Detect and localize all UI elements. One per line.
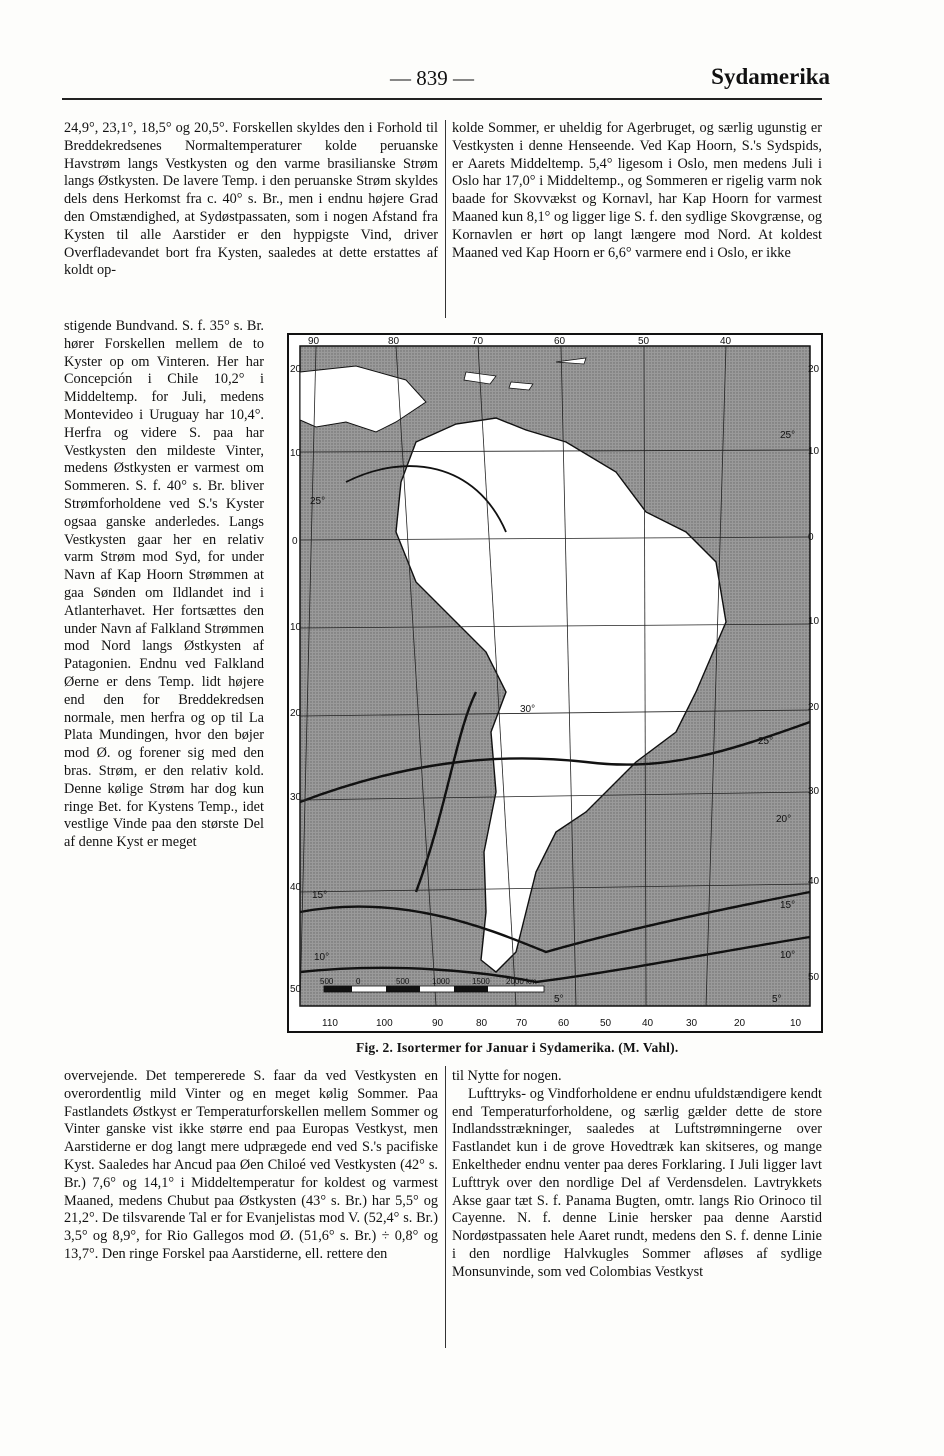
figure-caption: Fig. 2. Isortermer for Januar i Sydamerika. (M. Vahl).: [356, 1040, 679, 1055]
lon-label-bottom: 20: [734, 1018, 746, 1029]
lon-label-top: 50: [638, 336, 650, 347]
lon-label-bottom: 110: [322, 1018, 338, 1029]
lat-label-left: 50: [290, 984, 302, 995]
paragraph: overvejende. Det tempererede S. faar da ved Vestkysten en overordentlig mild Vinter og en meget kølig Sommer. Paa Fastlandets Østkyst er Temperaturforskellen mellem Sommer og Vinter ganske vist ikke større end paa Europas Vestkyst, men Aarstiderne er dog langt mere udprægede end ved S.'s pacifiske Kyst. Saaledes har Ancud paa Øen Chiloé ved Vestkysten (42° s. Br.) 7,6° og 14,1° i Middeltemperatur for koldest og varmest Maaned, medens Chubut paa Østkysten (43° s. Br.) har 5,5° og 21,2°. De tilsvarende Tal er for Evanjelistas mod V. (52,4° s. Br.) 3,5° og 8,9°, for Rio Gallegos mod Ø. (51,6° s. Br.) ÷ 0,8° og 13,7°. Den ringe Forskel paa Aarstiderne, ell. rettere den: [64, 1068, 438, 1262]
section-title: Sydamerika: [711, 64, 830, 89]
scale-label: 500: [320, 977, 334, 986]
paragraph: Lufttryks- og Vindforholdene er endnu ufuldstændigere kendt end Temperaturforholdene, og særlig gælder dette de store Indlandsstrækninger, saaledes at Luftstrømningerne over Fastlandet kun i de grove Hovedtræk kan skitseres, og mange Enkeltheder endnu venter paa deres Forklaring. I Juli ligger lavt Lufttryk over den nordlige Del af Verdensdelen. Lavtrykkets Akse gaar tæt S. f. Panama Bugten, omtr. langs Rio Orinoco til Cayenne. N. f. denne Linie hersker paa denne Aarstid Nordøstpassaten hele Aaret rundt, medens den S. f. denne Linie i den nordlige Halvkugles Sommer afløses af sydlige Monsunvinde, som ved Colombias Vestkyst: [452, 1085, 822, 1280]
lat-label-right: 40: [808, 876, 820, 887]
isotherm-map: [286, 332, 824, 1034]
lat-label-right: 30: [808, 786, 820, 797]
isotherm-label: 5°: [772, 994, 782, 1005]
lat-label-left: 40: [290, 882, 302, 893]
lat-label-right: 0: [808, 532, 814, 543]
paragraph: 24,9°, 23,1°, 18,5° og 20,5°. Forskellen skyldes den i Forhold til Breddekredsenes Normaltemperaturer kolde peruanske Havstrøm langs Vestkysten og den varme brasilianske Strøm langs Østkysten. De lavere Temp. i den peruanske Strøm skyldes dels dens Herkomst fra c. 40° s. Br., men i endnu højere Grad den Omstændighed, at Sydøstpassaten, som i nogen Afstand fra Kysten til alle Aarstider er den hyppigste Vind, driver Overfladevandet bort fra Kysten, saaledes at dette erstattes af koldt op-: [64, 120, 438, 279]
lon-label-bottom: 60: [558, 1018, 570, 1029]
column-divider: [445, 120, 446, 318]
lat-label-left: 10: [290, 448, 302, 459]
isotherm-label: 15°: [780, 900, 796, 911]
scale-label: 500: [396, 977, 410, 986]
lon-label-bottom: 10: [790, 1018, 802, 1029]
lat-label-left: 0: [292, 536, 298, 547]
lon-label-top: 80: [388, 336, 400, 347]
lon-label-top: 40: [720, 336, 732, 347]
lat-label-right: 20: [808, 364, 820, 375]
lon-label-bottom: 70: [516, 1018, 528, 1029]
lon-label-bottom: 50: [600, 1018, 612, 1029]
left-column-bottom: [64, 1068, 438, 1264]
isotherm-label: 25°: [758, 736, 774, 747]
scale-label: 2000 km: [506, 977, 537, 986]
lat-label-left: 30: [290, 792, 302, 803]
scale-label: 1500: [472, 977, 490, 986]
lat-label-right: 10: [808, 616, 820, 627]
isotherm-label: 15°: [312, 890, 328, 901]
scale-label: 0: [356, 977, 361, 986]
lon-label-bottom: 30: [686, 1018, 698, 1029]
right-column-bottom: [452, 1068, 822, 1282]
lon-label-bottom: 40: [642, 1018, 654, 1029]
lat-label-right: 20: [808, 702, 820, 713]
lat-label-left: 20: [290, 708, 302, 719]
header-rule: [62, 98, 822, 100]
lat-label-right: 50: [808, 972, 820, 983]
page-number: — 839 —: [390, 66, 474, 90]
isotherm-label: 10°: [314, 952, 330, 963]
lon-label-bottom: 90: [432, 1018, 444, 1029]
lon-label-top: 90: [308, 336, 320, 347]
paragraph: kolde Sommer, er uheldig for Agerbruget, og særlig ugunstig er Vestkysten i denne Henseende. Ved Kap Hoorn, S.'s Sydspids, er Aarets Middeltemp. 5,4° ligesom i Oslo, men medens Juli i Oslo har 17,0° i Middeltemp., og Sommeren er rigelig varm nok baade for Skovvækst og Kornavl, har Kap Hoorn for varmest Maaned kun 8,1° og ligger lige S. f. den sydlige Skovgrænse, og Kornavlen er hørt op langt længere mod Nord. At koldest Maaned ved Kap Hoorn er 6,6° varmere end i Oslo, er ikke: [452, 120, 822, 261]
lon-label-top: 60: [554, 336, 566, 347]
isotherm-label: 25°: [310, 496, 326, 507]
isotherm-label: 10°: [780, 950, 796, 961]
isotherm-label: 25°: [780, 430, 796, 441]
lat-label-left: 10: [290, 622, 302, 633]
lat-label-left: 20: [290, 364, 302, 375]
left-narrow-column: [64, 318, 264, 852]
scale-label: 1000: [432, 977, 450, 986]
column-divider: [445, 1066, 446, 1348]
paragraph: stigende Bundvand. S. f. 35° s. Br. hører Forskellen mellem de to Kyster op om Vinteren. Her har Concepción i Chile 10,2° i Middeltemp. for Juli, medens Montevideo i Uruguay har 10,4°. Herfra og videre S. paa har Vestkysten den mildeste Vinter, medens Østkysten er varmest om Sommeren. S. f. 40° s. Br. bliver Strømforholdene ved S.'s Kyster ogsaa ganske anderledes. Langs Vestkysten gaar her en relativ varm Strøm mod Syd, for under Navn af Kap Hoorn Strømmen at gaa Sønden om Ildlandet ind i Atlanterhavet. Her fortsættes den under Navn af Falkland Strømmen mod Nord langs Østkysten af Patagonien. Endnu ved Falkland Øerne er dens Temp. lidt højere end den for Breddekredsen normale, men herfra og op til La Plata Mundingen, hvor den bøjer mod Ø. og forener sig med den bras. Strøm, er den relativ kold. Denne kølige Strøm har dog kun ringe Bet. for Kystens Temp., idet vestlige Vinde paa den største Del af denne Kyst er meget: [64, 318, 264, 851]
lat-label-right: 10: [808, 446, 820, 457]
right-column-top: [452, 120, 822, 262]
isotherm-label: 20°: [776, 814, 792, 825]
isotherm-label: 30°: [520, 704, 536, 715]
paragraph: til Nytte for nogen.: [452, 1068, 562, 1084]
isotherm-label: 5°: [554, 994, 564, 1005]
lon-label-bottom: 100: [376, 1018, 393, 1029]
lon-label-top: 70: [472, 336, 484, 347]
left-column-top: [64, 120, 438, 280]
lon-label-bottom: 80: [476, 1018, 488, 1029]
